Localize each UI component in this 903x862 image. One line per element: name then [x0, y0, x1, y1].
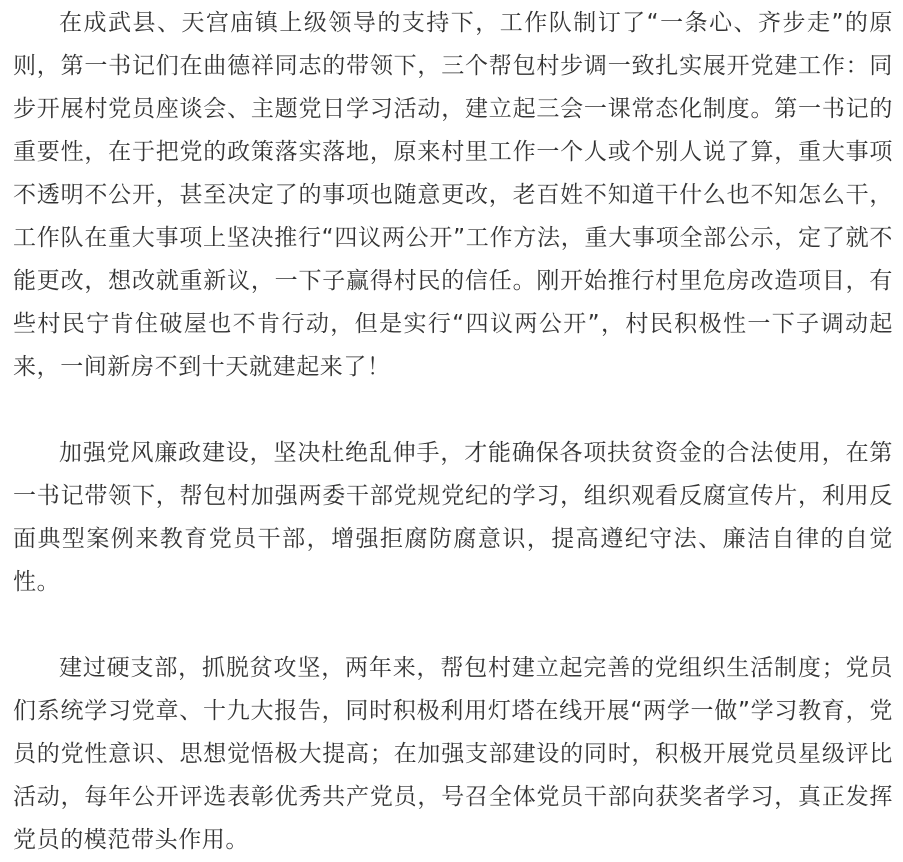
article-paragraph-1: 在成武县、天宫庙镇上级领导的支持下，工作队制订了“一条心、齐步走”的原则，第一书记们在曲德祥同志的带领下，三个帮包村步调一致扎实展开党建工作：同步开展村党员座谈会、主题党日学习活动，建立起三会一课常态化制度。第一书记的重要性，在于把党的政策落实落地，原来村里工作一个人或个别人说了算，重大事项不透明不公开，甚至决定了的事项也随意更改，老百姓不知道干什么也不知怎么干，工作队在重大事项上坚决推行“四议两公开”工作方法，重大事项全部公示，定了就不能更改，想改就重新议，一下子赢得村民的信任。刚开始推行村里危房改造项目，有些村民宁肯住破屋也不肯行动，但是实行“四议两公开”，村民积极性一下子调动起来，一间新房不到十天就建起来了！	[13, 10, 893, 380]
article-paragraph-2: 加强党风廉政建设，坚决杜绝乱伸手，才能确保各项扶贫资金的合法使用，在第一书记带领下，帮包村加强两委干部党规党纪的学习，组织观看反腐宣传片，利用反面典型案例来教育党员干部，增强拒腐防腐意识，提高遵纪守法、廉洁自律的自觉性。	[13, 440, 893, 595]
article-paragraph-3: 建过硬支部，抓脱贫攻坚，两年来，帮包村建立起完善的党组织生活制度；党员们系统学习党章、十九大报告，同时积极利用灯塔在线开展“两学一做”学习教育，党员的党性意识、思想觉悟极大提高；在加强支部建设的同时，积极开展党员星级评比活动，每年公开评选表彰优秀共产党员，号召全体党员干部向获奖者学习，真正发挥党员的模范带头作用。	[13, 655, 893, 853]
